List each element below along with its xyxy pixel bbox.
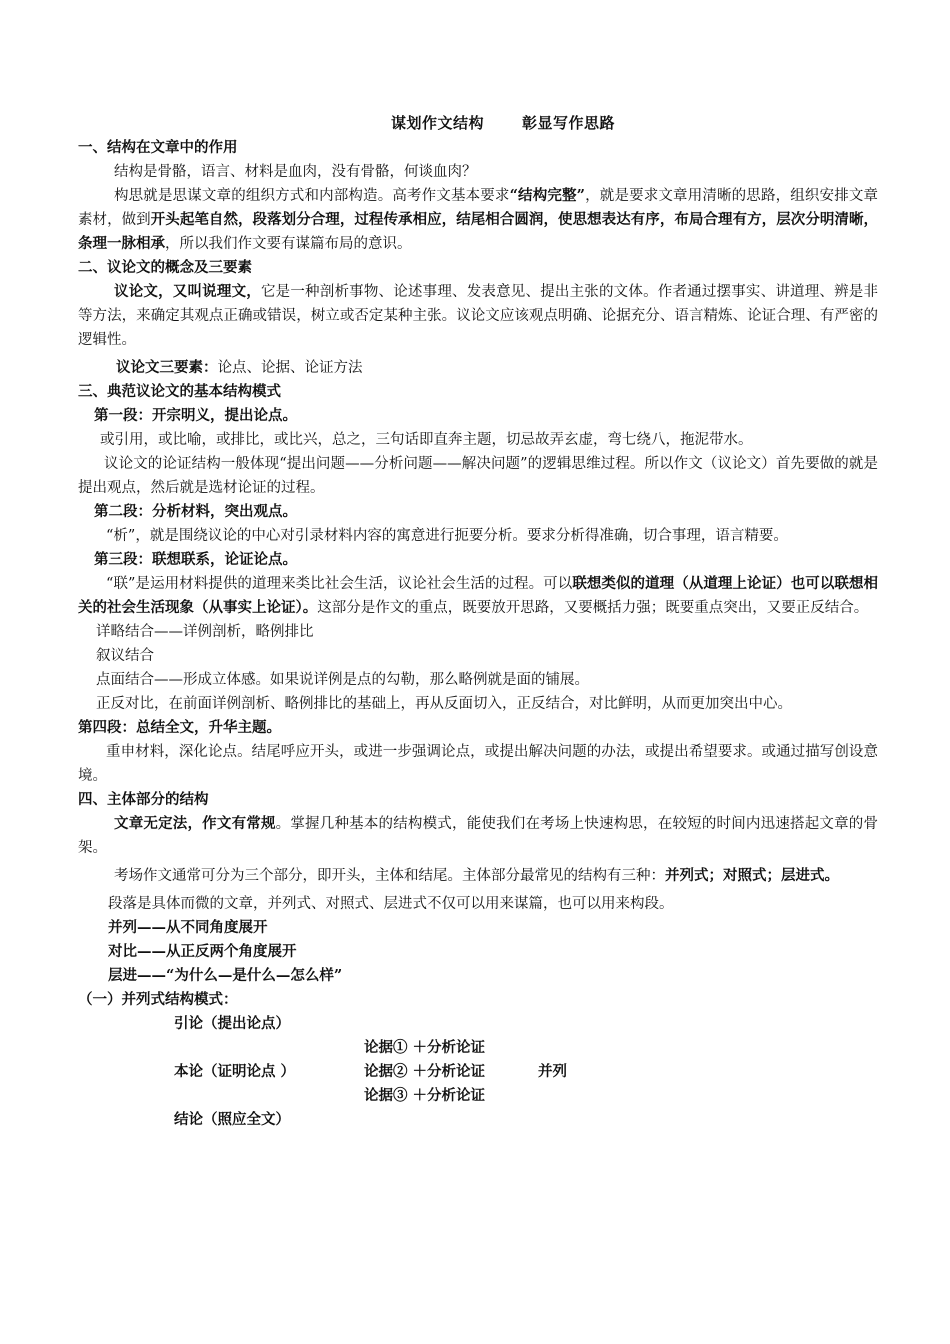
diagram-argument-1: 论据① ＋分析论证 bbox=[364, 1039, 486, 1056]
title-part-2: 彰显写作思路 bbox=[522, 114, 616, 132]
bold-run: 文章无定法，作文有常规 bbox=[114, 815, 276, 832]
detail-line-2: 叙议结合 bbox=[96, 648, 154, 664]
bold-run: 联想类似的道理（从道理上论证）也可以联想相关的社会生活现象（从事实上论证）。 bbox=[78, 575, 879, 616]
para-2-text: “析”，就是围绕议论的中心对引录材料内容的寓意进行扼要分析。要求分析得准确，切合事理，语言精要。 bbox=[106, 528, 788, 544]
para-4-text: 重申材料，深化论点。结尾呼应开头，或进一步强调论点，或提出解决问题的办法，或提出希望要求。或通过描写创设意境。 bbox=[78, 744, 878, 784]
bold-run: “结构完整” bbox=[509, 187, 585, 204]
para-3-text bbox=[78, 572, 878, 620]
bold-run: 并列式；对照式；层进式。 bbox=[665, 867, 839, 884]
bullet-parallel: 并列——从不同角度展开 bbox=[108, 919, 268, 936]
section-1-paragraph-1: 结构是骨骼，语言、材料是血肉，没有骨骼，何谈血肉？ bbox=[114, 164, 477, 180]
section-4-heading: 四、主体部分的结构 bbox=[78, 791, 209, 808]
page-title bbox=[128, 110, 878, 136]
diagram-intro: 引论（提出论点） bbox=[174, 1015, 290, 1032]
text-run: ，所以我们作文要有谋篇布局的意识。 bbox=[165, 236, 412, 252]
parallel-structure-diagram bbox=[78, 1012, 878, 1132]
section-1-paragraph-2 bbox=[78, 184, 878, 256]
para-1-text: 或引用，或比喻，或排比，或比兴，总之，三句话即直奔主题，切忌故弄玄虚，弯七绕八，拖泥带水。 bbox=[100, 432, 753, 448]
detail-line-1: 详略结合——详例剖析，略例排比 bbox=[96, 624, 314, 640]
para-1-text-2: 议论文的论证结构一般体现“提出问题——分析问题——解决问题”的逻辑思维过程。所以作文（议论文）首先要做的就是提出观点，然后就是选材论证的过程。 bbox=[78, 456, 878, 496]
subsection-heading: （一）并列式结构模式： bbox=[78, 991, 238, 1008]
text-run: 。掌握几种基本的结构模式，能使我们在考场上快速构思，在较短的时间内迅速搭起文章的骨架。 bbox=[78, 816, 878, 856]
detail-line-4: 正反对比，在前面详例剖析、略例排比的基础上，再从反面切入，正反结合，对比鲜明，从而更加突出中心。 bbox=[96, 696, 792, 712]
text-run: 这部分是作文的重点，既要放开思路，又要概括力强；既要重点突出，又要正反结合。 bbox=[317, 600, 869, 616]
text-run: 论点、论据、论证方法 bbox=[217, 360, 363, 376]
diagram-body: 本论（证明论点 ） bbox=[174, 1063, 296, 1080]
section-4-paragraph-3: 段落是具体而微的文章，并列式、对照式、层进式不仅可以用来谋篇，也可以用来构段。 bbox=[108, 896, 674, 912]
diagram-parallel-label: 并列 bbox=[538, 1063, 567, 1080]
title-part-1: 谋划作文结构 bbox=[390, 114, 484, 132]
document-page bbox=[78, 110, 878, 1132]
text-run: 它是一种剖析事物、论述事理、发表意见、提出主张的文体。作者通过摆事实、讲道理、辨是非等方法，来确定其观点正确或错误，树立或否定某种主张。议论文应该观点明确、论据充分、语言精炼、论证合理、有严密的逻辑性。 bbox=[78, 284, 879, 348]
section-4-paragraph-1 bbox=[78, 812, 878, 860]
section-2-heading: 二、议论文的概念及三要素 bbox=[78, 259, 252, 276]
para-4-heading: 第四段：总结全文，升华主题。 bbox=[78, 719, 281, 736]
para-2-heading: 第二段：分析材料，突出观点。 bbox=[94, 503, 297, 520]
bold-run: 开头起笔自然，段落划分合理，过程传承相应，结尾相合圆润，使思想表达有序，布局合理有方，层次分明清晰，条理一脉相承 bbox=[78, 211, 878, 252]
para-1-heading: 第一段：开宗明义，提出论点。 bbox=[94, 407, 297, 424]
bullet-progressive: 层进——“为什么—是什么—怎么样” bbox=[108, 967, 343, 984]
text-run: 考场作文通常可分为三个部分，即开头，主体和结尾。主体部分最常见的结构有三种： bbox=[114, 868, 665, 884]
bold-run: 议论文，又叫说理文， bbox=[114, 283, 261, 300]
diagram-argument-2: 论据② ＋分析论证 bbox=[364, 1063, 486, 1080]
section-1-heading: 一、结构在文章中的作用 bbox=[78, 139, 238, 156]
bold-run: 议论文三要素： bbox=[116, 359, 218, 376]
para-3-heading: 第三段：联想联系，论证论点。 bbox=[94, 551, 297, 568]
bullet-contrast: 对比——从正反两个角度展开 bbox=[108, 943, 297, 960]
diagram-argument-3: 论据③ ＋分析论证 bbox=[364, 1087, 486, 1104]
section-2-paragraph-2 bbox=[78, 356, 878, 380]
section-2-paragraph-1 bbox=[78, 280, 878, 352]
section-4-paragraph-2 bbox=[78, 864, 878, 888]
text-run: 构思就是思谋文章的组织方式和内部构造。高考作文基本要求 bbox=[114, 188, 510, 204]
text-run: ，就是要求文章用清晰的思路，组织安排文章素材，做到 bbox=[78, 188, 879, 228]
text-run: “联”是运用材料提供的道理来类比社会生活，议论社会生活的过程。可以 bbox=[106, 576, 573, 592]
section-3-heading: 三、典范议论文的基本结构模式 bbox=[78, 383, 281, 400]
detail-line-3: 点面结合——形成立体感。如果说详例是点的勾勒，那么略例就是面的铺展。 bbox=[96, 672, 589, 688]
diagram-conclusion: 结论（照应全文） bbox=[174, 1111, 290, 1128]
